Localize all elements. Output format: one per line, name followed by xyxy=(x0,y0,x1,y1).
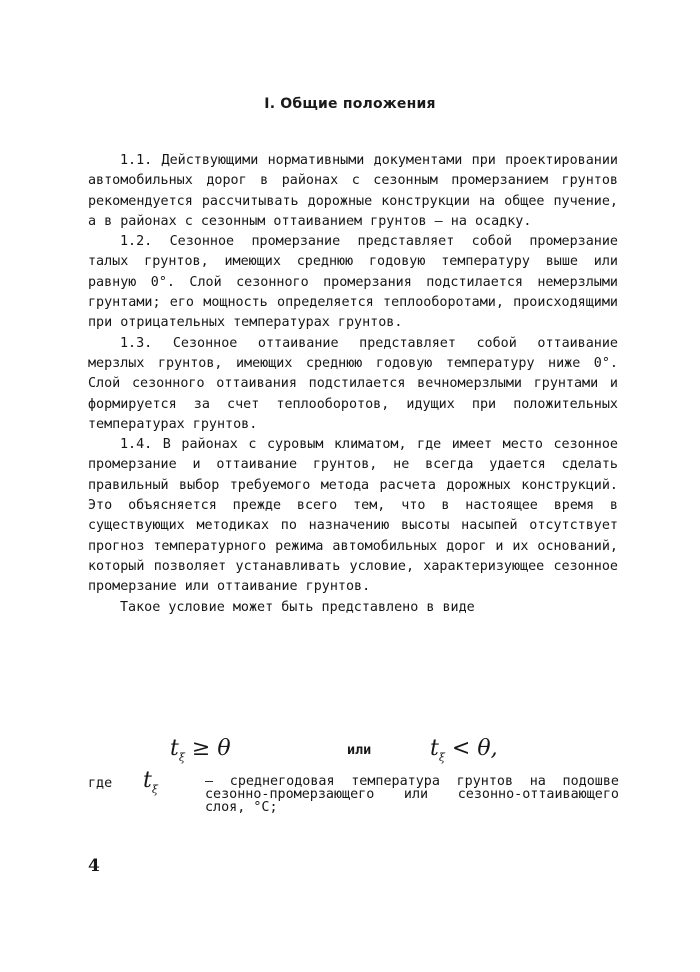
paragraph-condition-intro: Такое условие может быть представлено в виде xyxy=(120,599,475,615)
page-number: 4 xyxy=(88,856,100,876)
formula-right xyxy=(430,736,498,764)
formula-left xyxy=(170,736,231,764)
paragraph-1-2: 1.2. Сезонное промерзание представляет собой промерзание талых грунтов, имеющих среднюю годовую температуру выше или равную 0°. Слой сезонного промерзания подстилается немерзлыми грунтами; его мощность определяется теплооборотами, происходящими при отрицательных температурах грунтов. xyxy=(88,234,618,331)
where-word: где xyxy=(88,776,113,791)
where-definition: – среднегодовая температура грунтов на подошве сезонно-промерзающего или сезонно-оттаивающего слоя, °C; xyxy=(205,774,619,815)
where-symbol-t: t xyxy=(143,768,152,793)
paragraph-1-1: 1.1. Действующими нормативными документами при проектировании автомобильных дорог в районах с сезонным промерзанием грунтов рекомендуется рассчитывать дорожные конструкции на общее пучение, а в районах с сезонным оттаиванием грунтов – на осадку. xyxy=(88,153,618,229)
body-text xyxy=(88,151,618,618)
formula-right-symbol: t xyxy=(430,736,439,761)
section-heading: I. Общие положения xyxy=(264,96,436,112)
condition-formula xyxy=(0,736,700,772)
formula-right-relation: < θ, xyxy=(451,736,498,761)
formula-left-symbol: t xyxy=(170,736,179,761)
formula-left-subscript: ξ xyxy=(178,751,185,764)
formula-right-subscript: ξ xyxy=(438,751,445,764)
where-symbol-subscript: ξ xyxy=(151,783,158,796)
paragraph-1-3: 1.3. Сезонное оттаивание представляет собой оттаивание мерзлых грунтов, имеющих среднюю годовую температуру ниже 0°. Слой сезонного оттаивания подстилается вечномерзлыми грунтами и формируется за счет теплооборотов, идущих при положительных температурах грунтов. xyxy=(88,335,618,432)
formula-or-word: или xyxy=(347,743,372,758)
where-symbol xyxy=(143,768,158,796)
paragraph-1-4: 1.4. В районах с суровым климатом, где имеет место сезонное промерзание и оттаивание грунтов, не всегда удается сделать правильный выбор требуемого метода расчета дорожных конструкций. Это объясняется прежде всего тем, что в настоящее время в существующих методиках по назначению высоты насыпей отсутствует прогноз температурного режима автомобильных дорог и их оснований, который позволяет устанавливать условие, характеризующее сезонное промерзание или оттаивание грунтов. xyxy=(88,437,618,595)
formula-left-relation: ≥ θ xyxy=(191,736,231,761)
